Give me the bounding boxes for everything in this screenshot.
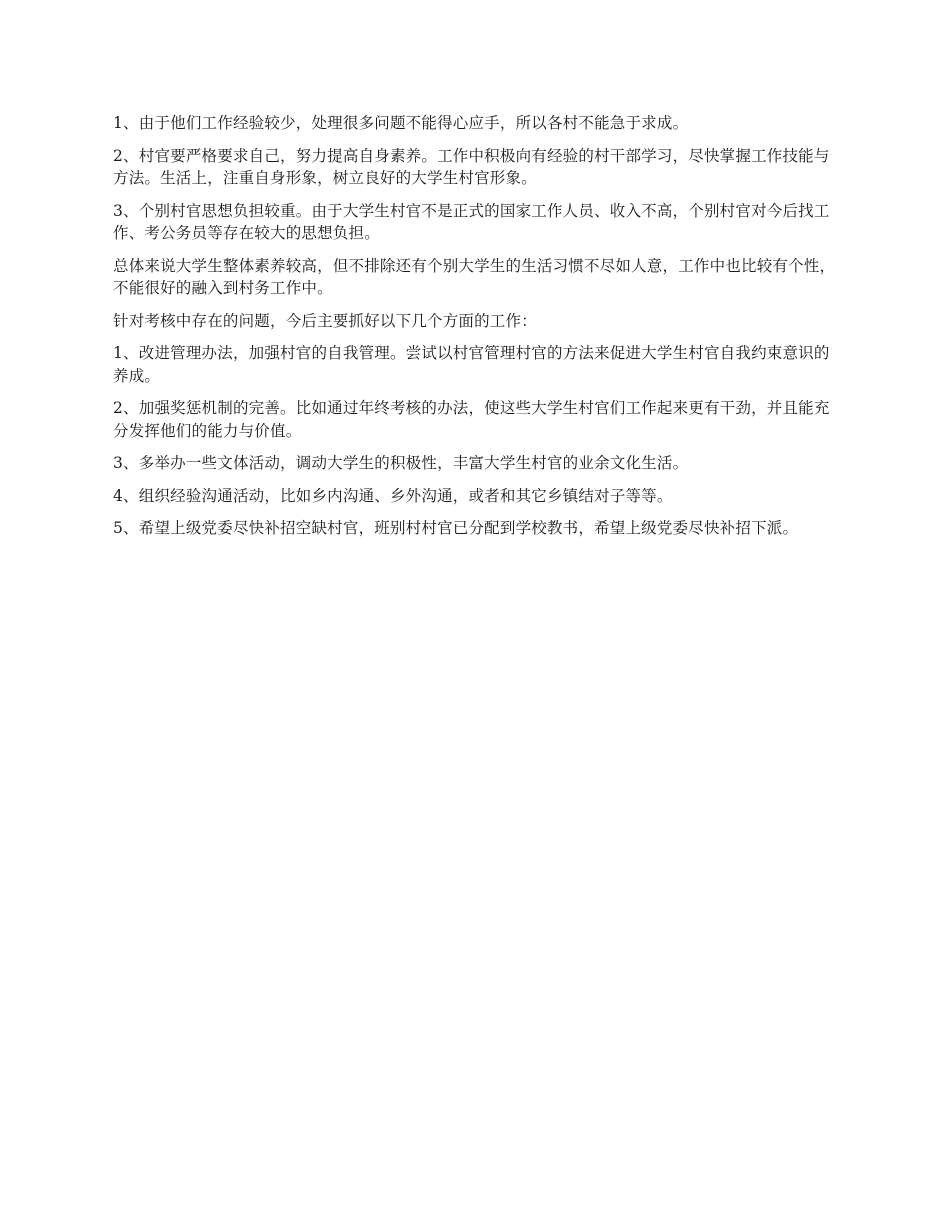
paragraph-4: 总体来说大学生整体素养较高，但不排除还有个别大学生的生活习惯不尽如人意，工作中也比较有个性，不能很好的融入到村务工作中。 [113,256,836,297]
paragraph-8: 3、多举办一些文体活动，调动大学生的积极性，丰富大学生村官的业余文化生活。 [113,454,689,472]
paragraph-3: 3、个别村官思想负担较重。由于大学生村官不是正式的国家工作人员、收入不高，个别村官对今后找工作、考公务员等存在较大的思想负担。 [113,201,830,242]
paragraph-5: 针对考核中存在的问题，今后主要抓好以下几个方面的工作： [113,311,537,330]
paragraph-6: 1、改进管理办法，加强村官的自我管理。尝试以村官管理村官的方法来促进大学生村官自我约束意识的养成。 [113,344,830,385]
paragraph-1: 1、由于他们工作经验较少，处理很多问题不能得心应手，所以各村不能急于求成。 [113,114,689,132]
paragraph-7: 2、加强奖惩机制的完善。比如通过年终考核的办法，使这些大学生村官们工作起来更有干劲，并且能充分发挥他们的能力与价值。 [113,399,830,440]
paragraph-2: 2、村官要严格要求自己，努力提高自身素养。工作中积极向有经验的村干部学习，尽快掌握工作技能与方法。生活上，注重自身形象，树立良好的大学生村官形象。 [113,146,830,187]
paragraph-10: 5、希望上级党委尽快补招空缺村官，班别村村官已分配到学校教书，希望上级党委尽快补招下派。 [113,519,799,537]
document-body [113,112,840,550]
paragraph-9: 4、组织经验沟通活动，比如乡内沟通、乡外沟通，或者和其它乡镇结对子等等。 [113,486,673,505]
